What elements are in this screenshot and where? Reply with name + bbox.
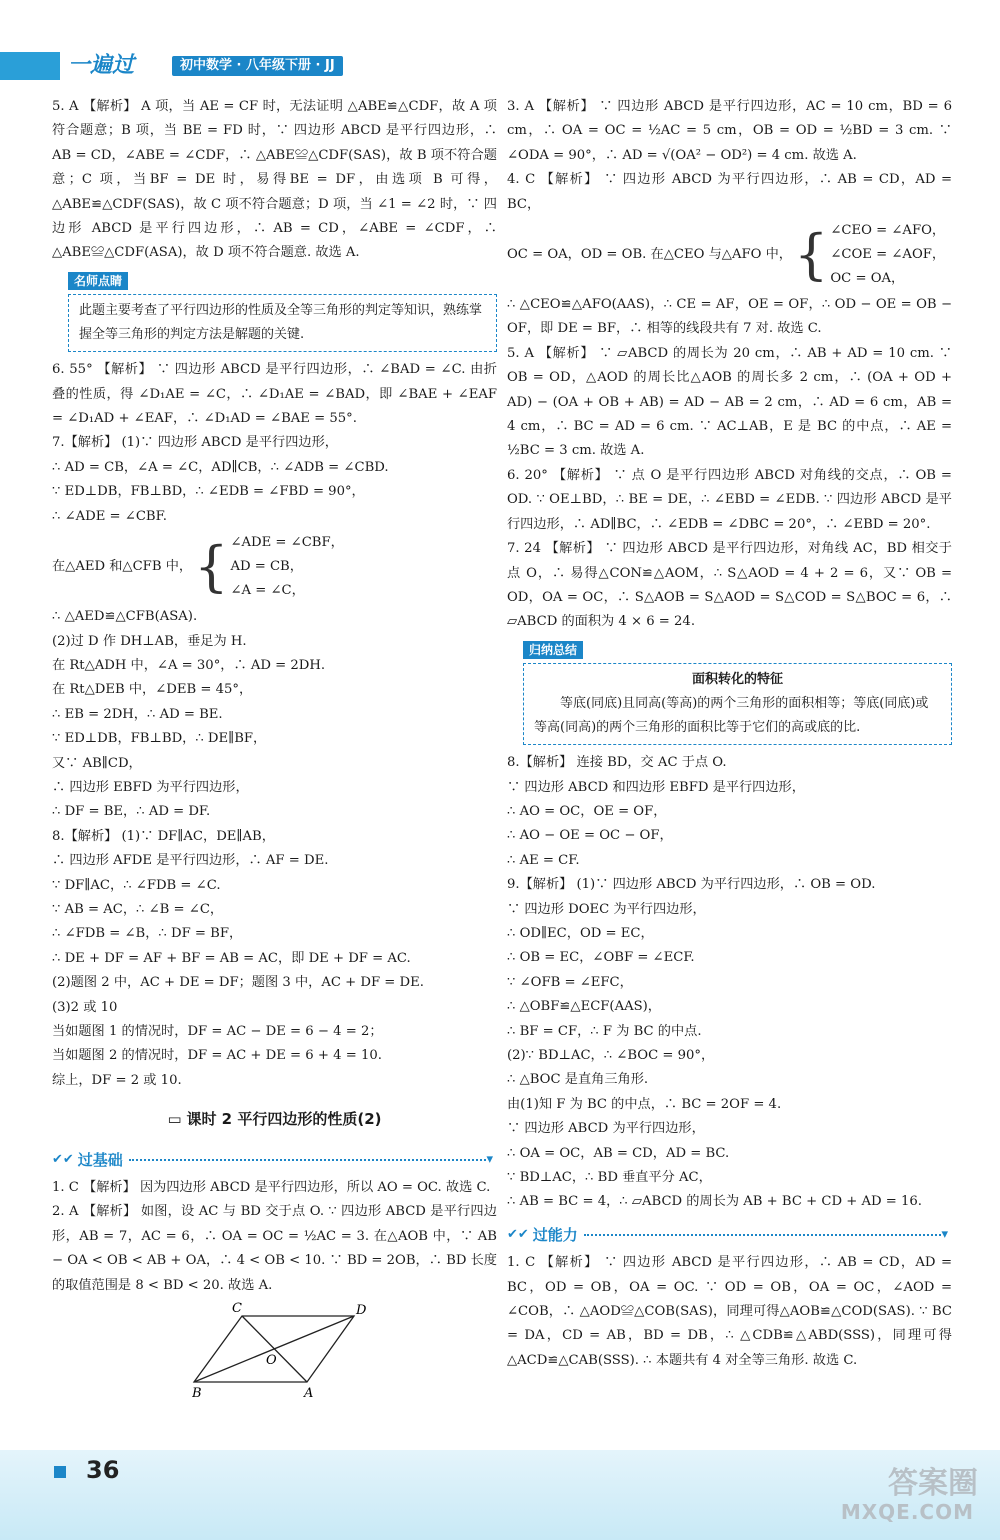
answer-8-line: ∴ ∠FDB = ∠B，∴ DF = BF， — [52, 926, 243, 942]
label-o: O — [266, 1353, 277, 1369]
system-line: ∠A = ∠C， — [230, 583, 305, 599]
label-b: B — [192, 1386, 202, 1401]
tip-box — [52, 270, 497, 352]
answer-9-line: ∴ △OBF≌△ECF(AAS)， — [507, 999, 661, 1015]
page-header — [0, 52, 1000, 80]
ability-answer-1: 1. C 【解析】 ∵ 四边形 ABCD 是平行四边形，∴ AB = CD，AD = BC，OD = OB，OA = OC. ∵ OD = OB，OA = OC，∠AOD = ∠COB，∴ △AOD≌△COB(SAS)，同理可得△AOB≌△COD(SAS). ∵ BC = DA，CD = AB，BD = DB，∴ △CDB≌△ABD(SSS)，同理可得△ACD≌△CAB(SSS). ∴ 本题共有 4 对全等三角形. 故选 C. — [507, 1255, 952, 1368]
system-line: ∠ADE = ∠CBF， — [230, 535, 344, 551]
brand-logo: 一遍过 — [68, 53, 135, 78]
system-line: OC = OA， — [830, 271, 905, 287]
answer-8-line: ∴ AE = CF. — [507, 852, 580, 868]
system-line: ∠COE = ∠AOF， — [830, 247, 946, 263]
answer-8-line: (3)2 或 10 — [52, 999, 118, 1015]
answer-7: 7. 24 【解析】 ∵ 四边形 ABCD 是平行四边形，对角线 AC，BD 相交于点 O，∴ 易得△CON≌△AOM，∴ S△AOD = 4 + 2 = 6，又∵ OB = OD，OA = OC，∴ S△AOB = S△AOD = S△COD = S△BOC = 6，∴ ▱ABCD 的面积为 4 × 6 = 24. — [507, 541, 952, 630]
answer-7-line: ∴ ∠ADE = ∠CBF. — [52, 508, 167, 524]
answer-7-line: ∵ ED⊥DB，FB⊥BD，∴ DE∥BF， — [52, 731, 267, 747]
answer-8-line: 8.【解析】 (1)∵ DF∥AC，DE∥AB， — [52, 828, 275, 844]
band-divider — [129, 1159, 487, 1161]
answer-7-line: ∴ EB = 2DH，∴ AD = BE. — [52, 706, 223, 722]
basic-answer-2: 2. A 【解析】 如图，设 AC 与 BD 交于点 O. ∵ 四边形 ABCD 是平行四边形，AB = 7，AC = 6，∴ OA = OC = ½AC = 3. 在△AOB 中，∵ AB − OA < OB < AB + OA，∴ 4 < OB < 10. ∵ BD = 2OB，∴ BD 长度的取值范围是 8 < BD < 20. 故选 A. — [52, 1204, 497, 1293]
system-line: AD = CB， — [230, 559, 303, 575]
system-prefix: OC = OA，OD = OB. 在△CEO 与△AFO 中， — [507, 246, 792, 262]
answer-8-line: ∴ AO − OE = OC − OF， — [507, 828, 673, 844]
answer-8-line: ∵ DF∥AC，∴ ∠FDB = ∠C. — [52, 877, 221, 893]
label-a: A — [304, 1386, 314, 1401]
answer-9-line: ∵ BD⊥AC，∴ BD 垂直平分 AC， — [507, 1170, 712, 1186]
answer-8-line: 综上，DF = 2 或 10. — [52, 1072, 182, 1088]
answer-8-line: (2)题图 2 中，AC + DE = DF；题图 3 中，AC + DF = DE. — [52, 975, 424, 991]
book-icon: ▭ — [167, 1110, 187, 1129]
equation-system — [507, 219, 952, 291]
answer-9-line: ∴ AB = BC = 4，∴ ▱ABCD 的周长为 AB + BC + CD + AD = 16. — [507, 1194, 922, 1210]
answer-7-line: ∴ 四边形 EBFD 为平行四边形， — [52, 779, 249, 795]
watermark: 答案圈 — [888, 1466, 978, 1501]
answer-7-line: ∵ ED⊥DB，FB⊥BD，∴ ∠EDB = ∠FBD = 90°， — [52, 484, 365, 500]
section-band-basic — [52, 1148, 497, 1172]
chevron-down-icon: ▾ — [941, 1226, 948, 1242]
system-prefix: 在△AED 和△CFB 中， — [52, 558, 193, 574]
answer-8-line: 当如题图 1 的情况时，DF = AC − DE = 6 − 4 = 2； — [52, 1024, 383, 1039]
left-column — [52, 95, 497, 1400]
answer-9-line: ∴ OB = EC，∠OBF = ∠ECF. — [507, 950, 695, 966]
chevron-down-icon: ▾ — [486, 1151, 493, 1167]
brace-icon: { — [794, 223, 829, 287]
page-footer — [0, 1450, 1000, 1540]
band-label: 过基础 — [77, 1150, 123, 1169]
page-number: 36 — [86, 1456, 120, 1484]
answer-9-line: ∴ BF = CF，∴ F 为 BC 的中点. — [507, 1023, 702, 1039]
answer-6: 6. 20° 【解析】 ∵ 点 O 是平行四边形 ABCD 对角线的交点，∴ OB = OD. ∵ OE⊥BD，∴ BE = DE，∴ ∠EBD = ∠EDB. ∵ 四边形 ABCD 是平行四边形，∴ AD∥BC，∴ ∠EDB = ∠DBC = 20°，∴ ∠EBD = 20°. — [507, 467, 952, 532]
answer-8-line: 8.【解析】 连接 BD，交 AC 于点 O. — [507, 755, 727, 771]
summary-box — [507, 639, 952, 745]
band-divider — [584, 1234, 942, 1236]
answer-9-line: 由(1)知 F 为 BC 的中点，∴ BC = 2OF = 4. — [507, 1096, 782, 1112]
answer-9-line: 9.【解析】 (1)∵ 四边形 ABCD 为平行四边形，∴ OB = OD. — [507, 877, 876, 893]
answer-9-line: ∵ ∠OFB = ∠EFC， — [507, 974, 633, 990]
book-tag: 初中数学 · 八年级下册 · JJ — [172, 56, 343, 76]
summary-box-body — [523, 663, 952, 745]
tip-box-label: 名师点睛 — [68, 272, 128, 290]
answer-5: 5. A 【解析】 ∵ ▱ABCD 的周长为 20 cm，∴ AB + AD = 10 cm. ∵ OB = OD，△AOD 的周长比△AOB 的周长多 2 cm，∴ (OA + OD + AD) − (OA + OB + AB) = AD − AB = 2 cm，∴ AD = 6 cm，AB = 4 cm，∴ BC = AD = 6 cm. ∵ AC⊥AB，E 是 BC 的中点，∴ AE = ½BC = 3 cm. 故选 A. — [507, 345, 952, 459]
arrow-icon: ✔✔ — [52, 1151, 74, 1167]
answer-4: 4. C 【解析】 ∵ 四边形 ABCD 为平行四边形，∴ AB = CD，AD = BC， — [507, 172, 952, 212]
answer-7-line: 在 Rt△ADH 中，∠A = 30°，∴ AD = 2DH. — [52, 657, 326, 673]
answer-7-line: ∴ DF = BE，∴ AD = DF. — [52, 804, 211, 820]
watermark-url: MXQE.COM — [840, 1500, 974, 1524]
brace-icon: { — [194, 535, 229, 599]
answer-9-line: ∵ 四边形 DOEC 为平行四边形， — [507, 901, 706, 917]
right-column — [507, 95, 952, 1373]
answer-4-cont: ∴ △CEO≌△AFO(AAS)，∴ CE = AF，OE = OF，∴ OD − OE = OB − OF，即 DE = BF，∴ 相等的线段共有 7 对. 故选 C. — [507, 297, 952, 337]
answer-8-line: ∴ AO = OC，OE = OF， — [507, 803, 667, 819]
answer-7-line: 又∵ AB∥CD， — [52, 755, 142, 771]
band-label: 过能力 — [532, 1225, 578, 1244]
summary-box-title: 面积转化的特征 — [691, 672, 783, 688]
section-title — [52, 1107, 497, 1131]
answer-9-line: (2)∵ BD⊥AC，∴ ∠BOC = 90°， — [507, 1048, 715, 1063]
tip-box-text: 此题主要考查了平行四边形的性质及全等三角形的判定等知识，熟练掌握全等三角形的判定方法是解题的关键. — [79, 303, 483, 343]
arrow-icon: ✔✔ — [507, 1226, 529, 1242]
equation-system — [52, 531, 497, 603]
answer-9-line: ∵ 四边形 ABCD 为平行四边形， — [507, 1121, 705, 1137]
answer-9-line: ∴ OA = OC，AB = CD，AD = BC. — [507, 1145, 730, 1161]
label-c: C — [232, 1302, 242, 1317]
basic-answer-1: 1. C 【解析】 因为四边形 ABCD 是平行四边形，所以 AO = OC. 故选 C. — [52, 1180, 491, 1196]
answer-8-line: ∵ 四边形 ABCD 和四边形 EBFD 是平行四边形， — [507, 779, 805, 795]
parallelogram-figure — [192, 1302, 392, 1400]
answer-8-line: 当如题图 2 的情况时，DF = AC + DE = 6 + 4 = 10. — [52, 1048, 382, 1064]
label-d: D — [356, 1303, 367, 1319]
answer-7-line: 7.【解析】 (1)∵ 四边形 ABCD 是平行四边形， — [52, 435, 338, 451]
answer-9-line: ∴ △BOC 是直角三角形. — [507, 1072, 649, 1088]
header-accent-bar — [0, 52, 60, 80]
answer-8-line: ∴ 四边形 AFDE 是平行四边形，∴ AF = DE. — [52, 853, 329, 869]
system-line: ∠CEO = ∠AFO， — [830, 223, 946, 239]
answer-7-line: ∴ △AED≌△CFB(ASA). — [52, 609, 198, 625]
answer-3: 3. A 【解析】 ∵ 四边形 ABCD 是平行四边形，AC = 10 cm，BD = 6 cm，∴ OA = OC = ½AC = 5 cm，OB = OD = ½BD = 3 cm. ∵ ∠ODA = 90°，∴ AD = √(OA² − OD²) = 4 cm. 故选 A. — [507, 99, 952, 163]
answer-5: 5. A 【解析】 A 项，当 AE = CF 时，无法证明 △ABE≌△CDF，故 A 项符合题意；B 项，当 BE = FD 时，∵ 四边形 ABCD 是平行四边形，∴ AB = CD，∠ABE = ∠CDF，∴ △ABE≌△CDF(SAS)，故 B 项不符合题意；C 项，当BF = DE 时，易得BE = DF，由选项 B 可得，△ABE≌△CDF(SAS)，故 C 项不符合题意；D 项，当 ∠1 = ∠2 时，∵ 四边形 ABCD 是平行四边形，∴ AB = CD，∠ABE = ∠CDF，∴ △ABE≌△CDF(ASA)，故 D 项不符合题意. 故选 A. — [52, 99, 497, 261]
answer-8-line: ∵ AB = AC，∴ ∠B = ∠C， — [52, 901, 224, 917]
answer-6: 6. 55° 【解析】 ∵ 四边形 ABCD 是平行四边形，∴ ∠BAD = ∠C. 由折叠的性质，得 ∠D₁AE = ∠C，∴ ∠D₁AE = ∠BAD，即 ∠BAE + ∠EAF = ∠D₁AD + ∠EAF，∴ ∠D₁AD = ∠BAE = 55°. — [52, 362, 497, 427]
section-title-text: 课时 2 平行四边形的性质(2) — [186, 1110, 382, 1129]
answer-7-line: (2)过 D 作 DH⊥AB，垂足为 H. — [52, 633, 247, 649]
answer-7-line: ∴ AD = CB，∠A = ∠C，AD∥CB，∴ ∠ADB = ∠CBD. — [52, 459, 389, 475]
answer-8-line: ∴ DE + DF = AF + BF = AB = AC，即 DE + DF = AC. — [52, 950, 411, 966]
answer-7-line: 在 Rt△DEB 中，∠DEB = 45°， — [52, 682, 253, 698]
summary-box-label: 归纳总结 — [523, 641, 583, 659]
tip-box-body — [68, 294, 497, 352]
page-marker-icon — [54, 1466, 66, 1478]
answer-9-line: ∴ OD∥EC，OD = EC， — [507, 925, 654, 941]
summary-box-text: 等底(同底)且同高(等高)的两个三角形的面积相等；等底(同底)或等高(同高)的两个三角形的面积比等于它们的高或底的比. — [534, 696, 929, 736]
section-band-ability — [507, 1223, 952, 1247]
